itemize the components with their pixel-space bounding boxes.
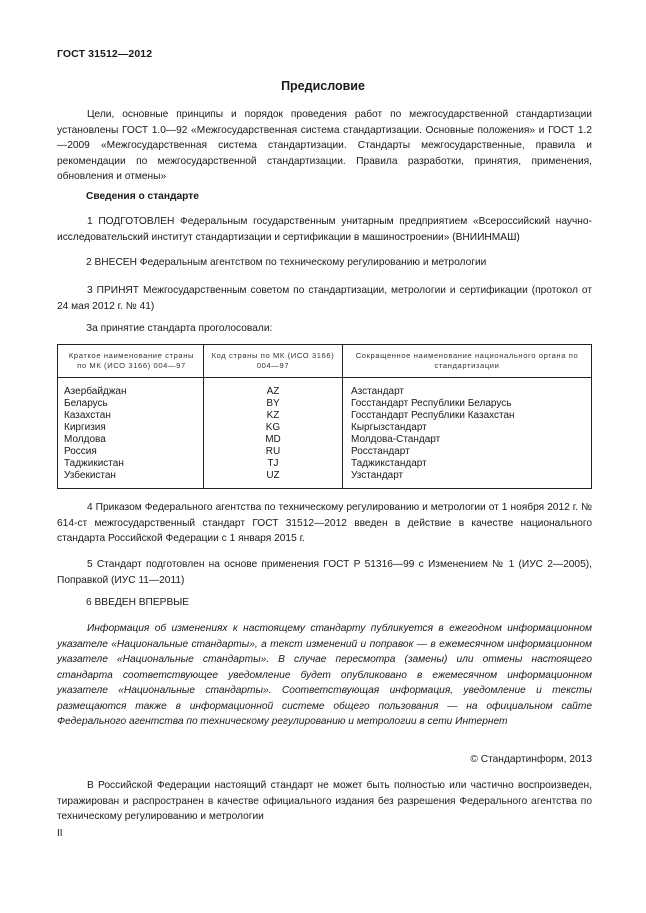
intro-paragraph: Цели, основные принципы и порядок проведения работ по межгосударственной стандартизации установлены ГОСТ 1.0—92 «Межгосударственная система стандартизации. Основные положения» и ГОСТ 1.2—2009 «Межгосударственная система стандартизации. Стандарты межгосударственные, правила и рекомендации по межгосударственной стандартизации. Правила разработки, принятия, применения, обновления и отмены» [57,109,592,182]
body-cell: Узстандарт [343,470,592,489]
body-cell: Таджикстандарт [343,458,592,470]
info-heading: Сведения о стандарте [86,191,199,202]
country-cell: Азербайджан [58,378,204,399]
vote-intro: За принятие стандарта проголосовали: [86,323,273,334]
table-header-row [58,345,592,378]
table-row [58,458,592,470]
body-cell: Госстандарт Республики Беларусь [343,398,592,410]
voting-table [57,344,592,489]
page-number: II [57,828,63,839]
table-row [58,446,592,458]
country-cell: Казахстан [58,410,204,422]
notice-paragraph: Информация об изменениях к настоящему стандарту публикуется в ежегодном информационном указателе «Национальные стандарты», а текст изменений и поправок — в ежемесячном информационном указателе «Национальные стандарты». В случае пересмотра (замены) или отмены настоящего стандарта соответствующее уведомление будет опубликовано в ежемесячном информационном указателе «Национальные стандарты». Соответствующая информация, уведомление и тексты размещаются также в информационной системе общего пользования — на официальном сайте Федерального агентства по техническому регулированию и метрологии в сети Интернет [57,623,592,727]
item-3-paragraph: 3 ПРИНЯТ Межгосударственным советом по стандартизации, метрологии и сертификации (протокол от 24 мая 2012 г. № 41) [57,285,592,312]
body-cell: Росстандарт [343,446,592,458]
header-code: Код страны по МК (ИСО 3166) 004—97 [204,345,343,378]
code-cell: KG [204,422,343,434]
country-cell: Молдова [58,434,204,446]
item-5-paragraph: 5 Стандарт подготовлен на основе применения ГОСТ Р 51316—99 с Изменением № 1 (ИУС 2—2005), Поправкой (ИУС 11—2011) [57,559,592,586]
code-cell: RU [204,446,343,458]
body-cell: Кыргызстандарт [343,422,592,434]
copyright-line: © Стандартинформ, 2013 [470,754,592,765]
body-cell: Молдова-Стандарт [343,434,592,446]
item-2-paragraph: 2 ВНЕСЕН Федеральным агентством по техническому регулированию и метрологии [86,257,487,268]
table-row [58,470,592,489]
country-cell: Россия [58,446,204,458]
page-title: Предисловие [281,79,365,93]
item-1-paragraph: 1 ПОДГОТОВЛЕН Федеральным государственным унитарным предприятием «Всероссийский научно-исследовательский институт стандартизации и сертификации в машиностроении» (ВНИИНМАШ) [57,216,592,243]
table-row [58,398,592,410]
code-cell: TJ [204,458,343,470]
country-cell: Узбекистан [58,470,204,489]
code-cell: UZ [204,470,343,489]
table-row [58,422,592,434]
country-cell: Киргизия [58,422,204,434]
body-cell: Госстандарт Республики Казахстан [343,410,592,422]
code-cell: KZ [204,410,343,422]
code-cell: AZ [204,378,343,399]
legal-paragraph: В Российской Федерации настоящий стандарт не может быть полностью или частично воспроизведен, тиражирован и распространен в качестве официального издания без разрешения Федерального агентства по техническому регулированию и метрологии [57,780,592,822]
code-cell: MD [204,434,343,446]
table-row [58,410,592,422]
item-4-paragraph: 4 Приказом Федерального агентства по техническому регулированию и метрологии от 1 ноября 2012 г. № 614-ст межгосударственный стандарт ГОСТ 31512—2012 введен в действие в качестве национального стандарта Российской Федерации с 1 января 2015 г. [57,502,592,544]
item-6-paragraph: 6 ВВЕДЕН ВПЕРВЫЕ [86,597,190,608]
country-cell: Беларусь [58,398,204,410]
standard-code-header: ГОСТ 31512—2012 [57,48,153,60]
header-country: Краткое наименование страны по МК (ИСО 3166) 004—97 [58,345,204,378]
table-row [58,434,592,446]
table-row [58,378,592,399]
body-cell: Азстандарт [343,378,592,399]
country-cell: Таджикистан [58,458,204,470]
header-body: Сокращенное наименование национального органа по стандартизации [343,345,592,378]
code-cell: BY [204,398,343,410]
